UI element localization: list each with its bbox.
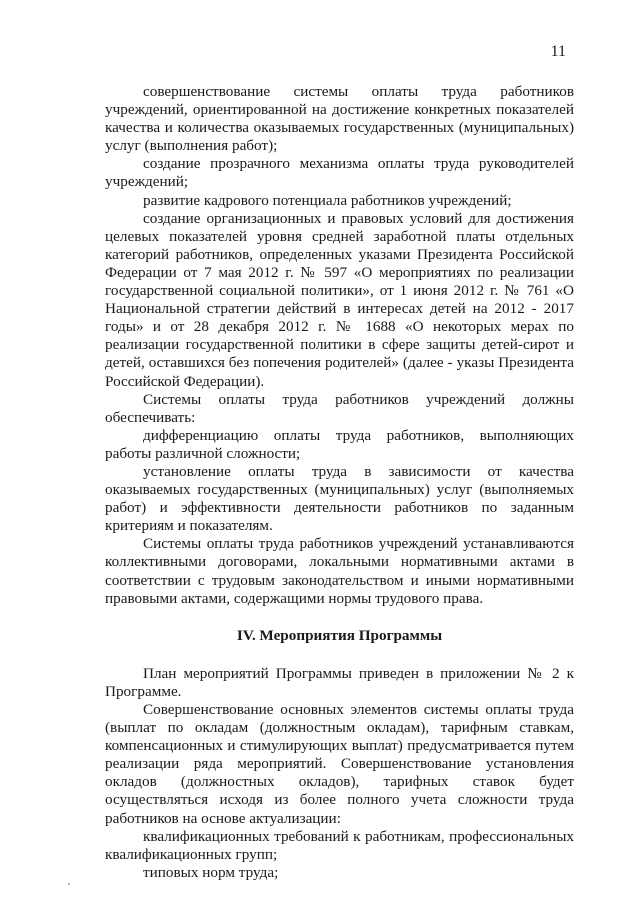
paragraph: План мероприятий Программы приведен в приложении № 2 к Программе. <box>105 664 574 700</box>
paragraph: установление оплаты труда в зависимости от качества оказываемых государственных (муниципальных) услуг (выполняемых работ) и эффективности деятельности работников по заданным критериям и показателям. <box>105 462 574 535</box>
paragraph: Системы оплаты труда работников учреждений устанавливаются коллективными договорами, локальными нормативными актами в соответствии с трудовым законодательством и иными нормативными правовыми актами, содержащими нормы трудового права. <box>105 535 574 607</box>
paragraph: типовых норм труда; <box>143 863 279 881</box>
paragraph: совершенствование системы оплаты труда работников учреждений, ориентированной на достижение конкретных показателей качества и количества оказываемых государственных (муниципальных) услуг (выполнения работ); <box>105 83 574 155</box>
paragraph: создание организационных и правовых условий для достижения целевых показателей уровня средней заработной платы отдельных категорий работников, определенных указами Президента Российской Федерации от 7 мая 2012 г. № 597 «О мероприятиях по реализации государственной социальной политики», от 1 июня 2012 г. № 761 «О Национальной стратегии действий в интересах детей на 2012 - 2017 годы» и от 28 декабря 2012 г. № 1688 «О некоторых мерах по реализации государственной политики в сфере защиты детей-сирот и детей, оставшихся без попечения родителей» (далее - указы Президента Российской Федерации). <box>105 209 574 390</box>
paragraph: создание прозрачного механизма оплаты труда руководителей учреждений; <box>105 155 574 191</box>
paragraph: развитие кадрового потенциала работников учреждений; <box>143 191 512 209</box>
paragraph: дифференциацию оплаты труда работников, выполняющих работы различной сложности; <box>105 426 574 462</box>
paragraph: квалификационных требований к работникам, профессиональных квалификационных групп; <box>105 827 574 863</box>
paragraph: Совершенствование основных элементов системы оплаты труда (выплат по окладам (должностным окладам), тарифным ставкам, компенсационных и стимулирующих выплат) предусматривается путем реализации ряда мероприятий. Совершенствование установления окладов (должностных окладов), тарифных ставок будет осуществляться исходя из более полного учета сложности труда работников на основе актуализации: <box>105 701 574 827</box>
scan-speck <box>68 883 70 885</box>
section-heading: IV. Мероприятия Программы <box>236 626 443 644</box>
page-number: 11 <box>550 43 566 60</box>
paragraph: Системы оплаты труда работников учреждений должны обеспечивать: <box>105 390 574 426</box>
document-body <box>105 83 574 882</box>
